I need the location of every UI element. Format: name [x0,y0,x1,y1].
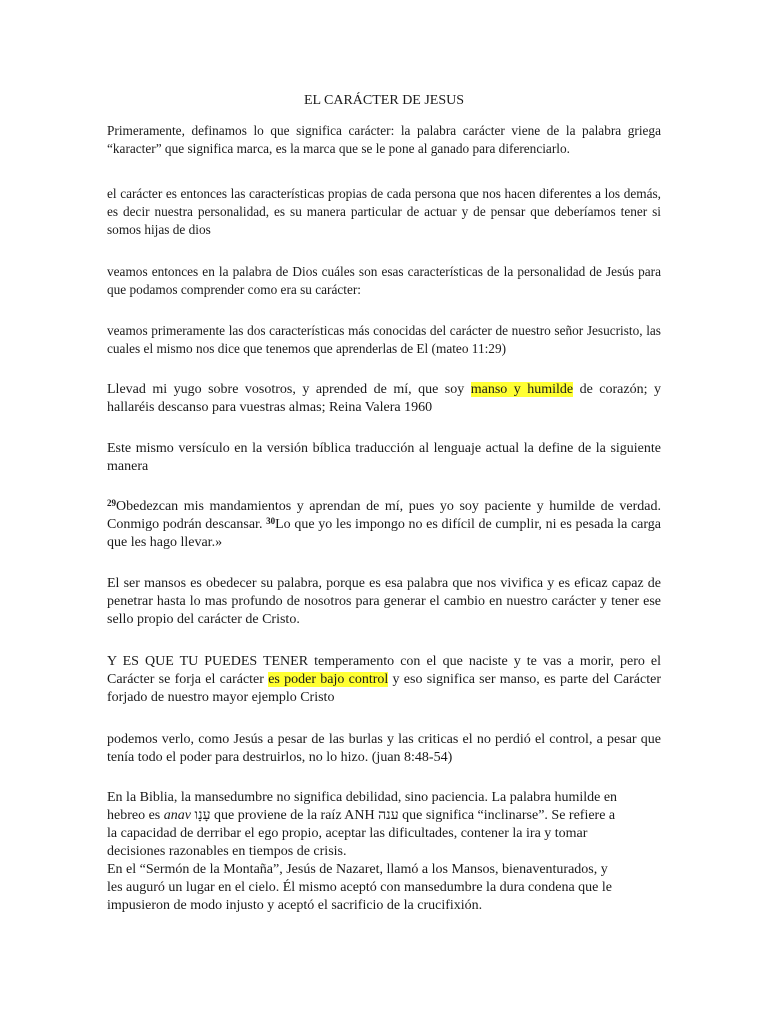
highlight-poder-bajo-control: es poder bajo control [268,672,389,687]
biblia-line-3: la capacidad de derribar el ego propio, aceptar las dificultades, contener la ira y tomar [107,826,588,841]
paragraph-meekness: El ser mansos es obedecer su palabra, porque es esa palabra que nos vivifica y es eficaz capaz de penetrar hasta lo mas profundo de nosotros para generar el cambio en nuestro carácter y tener ese sello propio del carácter de Cristo. [107,576,661,627]
paragraph-same-verse: Este mismo versículo en la versión bíblica traducción al lenguaje actual la define de la siguiente manera [107,441,661,474]
biblia-line-1: En la Biblia, la mansedumbre no significa debilidad, sino paciencia. La palabra humilde en [107,790,618,805]
paragraph-biblia-mansedumbre [107,789,661,915]
document-title: EL CARÁCTER DE JESUS [303,93,465,108]
word-anav: anav [163,808,191,823]
highlight-manso-humilde: manso y humilde [470,382,574,397]
temperament-text-after: y eso significa ser manso, es parte del Carácter forjado de nuestro mayor ejemplo Cristo [107,672,661,705]
verse-30-text: Lo que yo les impongo no es difícil de cumplir, ni es pesada la carga que les hago llevar.» [107,517,661,550]
hebrew-intro: hebreo es [107,808,164,823]
biblia-line-2 [107,807,661,825]
paragraph-definition: Primeramente, definamos lo que significa carácter: la palabra carácter viene de la palabra griega “karacter” que significa marca, es la marca que se le pone al ganado para diferenciarlo. [107,123,661,156]
biblia-line-4: decisiones razonables en tiempos de crisis. [107,844,347,859]
temperament-text-before: Y ES QUE TU PUEDES TENER temperamento con el que naciste y te vas a morir, pero el Carácter se forja el carácter [107,654,661,687]
hebrew-root: עָנָו que proviene de la raíz ANH ענה que significa “inclinarse”. Se refiere a [190,808,616,823]
verse-29-text: Obedezcan mis mandamientos y aprendan de mí, pues yo soy paciente y humilde de verdad. Conmigo podrán descansar. [107,499,661,532]
paragraph-character: el carácter es entonces las características propias de cada persona que nos hacen diferentes a los demás, es decir nuestra personalidad, es su manera particular de actuar y de pensar que deberíamos tener si somos hijas de dios [107,186,661,237]
verse-number-30: 30 [266,516,276,526]
paragraph-bible-verse [107,381,661,417]
paragraph-control: podemos verlo, como Jesús a pesar de las burlas y las criticas el no perdió el control, a pesar que tenía todo el poder para destruirlos, no lo hizo. (juan 8:48-54) [107,732,661,765]
verse-text-before: Llevad mi yugo sobre vosotros, y aprended de mí, que soy [107,382,471,397]
verse-text-after: de corazón; y hallaréis descanso para vuestras almas; Reina Valera 1960 [107,382,661,415]
verse-number-29: 29 [107,498,116,508]
biblia-line-6: les auguró un lugar en el cielo. Él mismo aceptó con mansedumbre la dura condena que le [107,880,612,895]
paragraph-tla-verse [107,498,661,552]
paragraph-temperament [107,653,661,707]
biblia-line-7: impusieron de modo injusto y aceptó el sacrificio de la crucifixión. [107,898,483,913]
paragraph-word-of-god: veamos entonces en la palabra de Dios cuáles son esas características de la personalidad de Jesús para que podamos comprender como era su carácter: [107,264,661,297]
biblia-line-5: En el “Sermón de la Montaña”, Jesús de Nazaret, llamó a los Mansos, bienaventurados, y [107,862,608,877]
paragraph-two-traits: veamos primeramente las dos características más conocidas del carácter de nuestro señor Jesucristo, las cuales el mismo nos dice que tenemos que aprenderlas de El (mateo 11:29) [107,323,661,356]
